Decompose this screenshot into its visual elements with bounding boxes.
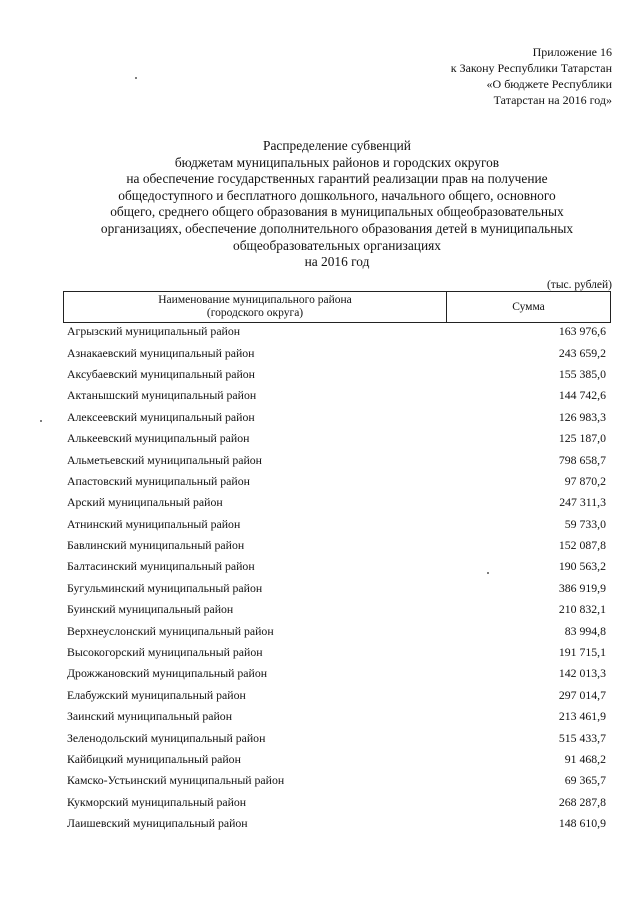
district-sum: 213 461,9 [558, 709, 606, 724]
district-sum: 59 733,0 [564, 516, 606, 531]
district-name: Альметьевский муниципальный район [67, 452, 262, 467]
annex-law-ref: к Закону Республики Татарстан [450, 61, 612, 75]
district-name: Кайбицкий муниципальный район [67, 752, 241, 766]
title-line-5: общего, среднего общего образования в муниципальных общеобразовательных [110, 204, 564, 220]
table-row [67, 428, 606, 449]
table-row [67, 620, 606, 641]
district-sum: 91 468,2 [564, 752, 606, 766]
district-name: Азнакаевский муниципальный район [67, 345, 255, 360]
district-name: Кукморский муниципальный район [67, 794, 247, 809]
table-header [63, 291, 611, 323]
title-line-7: общеобразовательных организациях [233, 237, 441, 253]
table-row [67, 599, 606, 620]
district-name: Актанышский муниципальный район [67, 388, 257, 403]
district-sum: 142 013,3 [558, 666, 606, 681]
district-sum: 83 994,8 [564, 623, 606, 638]
district-sum: 191 715,1 [558, 645, 606, 660]
table-row [67, 813, 606, 834]
table-row [67, 663, 606, 684]
title-line-6: организациях, обеспечение дополнительного образования детей в муниципальных [100, 220, 574, 236]
district-name: Апастовский муниципальный район [67, 473, 250, 488]
district-name: Елабужский муниципальный район [67, 687, 246, 702]
title-line-1: Распределение субвенций [263, 138, 411, 153]
document-title [64, 138, 610, 271]
district-name: Арский муниципальный район [67, 495, 223, 510]
district-name: Алькеевский муниципальный район [67, 431, 250, 446]
district-sum: 97 870,2 [564, 473, 606, 488]
table-body [67, 321, 606, 834]
district-sum: 152 087,8 [558, 538, 606, 553]
district-sum: 155 385,0 [558, 366, 606, 381]
district-name: Высокогорский муниципальный район [67, 645, 263, 660]
table-row [67, 642, 606, 663]
table-row [67, 578, 606, 599]
district-sum: 386 919,9 [558, 580, 606, 595]
district-name: Зеленодольский муниципальный район [67, 730, 266, 745]
district-name: Атнинский муниципальный район [67, 516, 241, 531]
district-sum: 297 014,7 [558, 687, 606, 702]
table-row [67, 407, 606, 428]
table-row [67, 321, 606, 342]
district-name: Бавлинский муниципальный район [67, 538, 245, 553]
district-name: Камско-Устьинский муниципальный район [67, 773, 285, 788]
district-name: Бугульминский муниципальный район [67, 580, 263, 595]
scan-speck [487, 572, 489, 574]
table-row [67, 770, 606, 791]
table-row [67, 449, 606, 470]
title-line-3: на обеспечение государственных гарантий реализации прав на получение [126, 171, 548, 187]
table-row [67, 342, 606, 363]
title-line-4: общедоступного и бесплатного дошкольного, начального общего, основного [118, 187, 556, 203]
district-sum: 163 976,6 [558, 324, 606, 339]
district-sum: 126 983,3 [558, 409, 606, 424]
annex-law-title-1: «О бюджете Республики [486, 77, 612, 91]
district-sum: 144 742,6 [558, 388, 606, 403]
table-row [67, 749, 606, 770]
district-sum: 515 433,7 [558, 730, 606, 745]
district-name: Дрожжановский муниципальный район [67, 666, 268, 681]
district-name: Алексеевский муниципальный район [67, 409, 255, 424]
district-sum: 125 187,0 [558, 431, 606, 446]
district-sum: 210 832,1 [558, 602, 606, 617]
table-row [67, 364, 606, 385]
table-row [67, 514, 606, 535]
district-sum: 69 365,7 [564, 773, 606, 788]
annex-number: Приложение 16 [532, 45, 612, 59]
table-row [67, 685, 606, 706]
district-sum: 268 287,8 [558, 794, 606, 809]
header-name-line-1: Наименование муниципального района [158, 294, 352, 306]
title-line-2: бюджетам муниципальных районов и городских округов [174, 154, 500, 170]
table-row [67, 535, 606, 556]
table-row [67, 385, 606, 406]
annex-header [451, 44, 612, 108]
district-name: Балтасинский муниципальный район [67, 559, 255, 574]
district-name: Лаишевский муниципальный район [67, 816, 248, 831]
table-row [67, 706, 606, 727]
district-sum: 148 610,9 [558, 816, 606, 831]
district-sum: 190 563,2 [558, 559, 606, 574]
header-name-line-2: (городского округа) [206, 307, 304, 319]
table-row [67, 792, 606, 813]
district-name: Верхнеуслонский муниципальный район [67, 623, 274, 638]
table-row [67, 492, 606, 513]
title-line-8: на 2016 год [304, 254, 370, 270]
district-sum: 243 659,2 [558, 345, 606, 360]
table-row [67, 727, 606, 748]
table-row [67, 471, 606, 492]
scan-speck [40, 420, 42, 422]
district-name: Заинский муниципальный район [67, 709, 233, 724]
district-name: Агрызский муниципальный район [67, 324, 241, 339]
district-name: Аксубаевский муниципальный район [67, 366, 255, 381]
district-sum: 247 311,3 [559, 495, 606, 510]
district-name: Буинский муниципальный район [67, 602, 234, 617]
scan-speck [135, 77, 137, 79]
district-sum: 798 658,7 [558, 452, 606, 467]
units-label: (тыс. рублей) [546, 279, 612, 291]
header-sum-cell: Сумма [447, 292, 611, 323]
header-name-cell [64, 292, 447, 323]
annex-law-title-2: Татарстан на 2016 год» [493, 93, 612, 107]
table-row [67, 556, 606, 577]
